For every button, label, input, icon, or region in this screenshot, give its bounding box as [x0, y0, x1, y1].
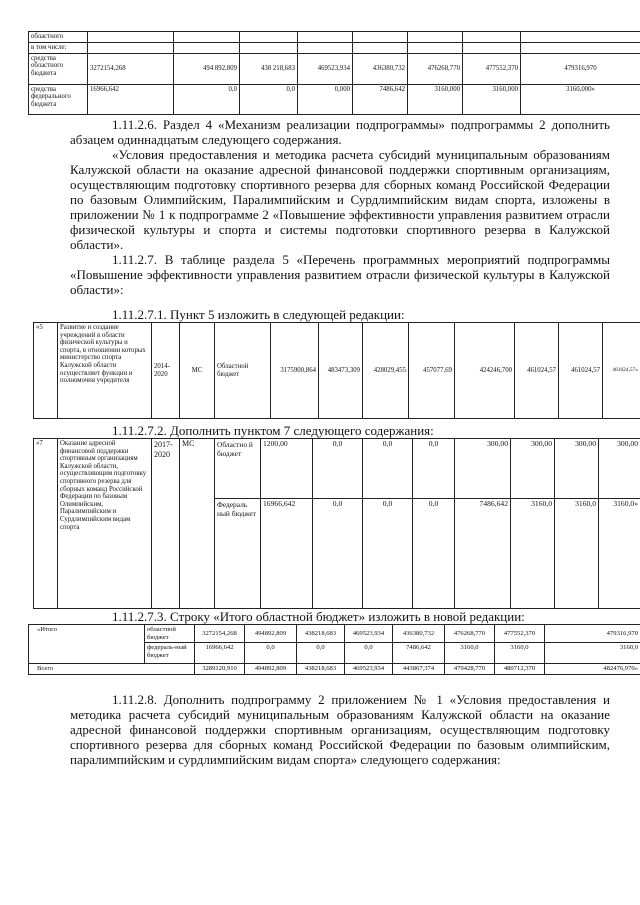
cell: 16966,642 — [261, 499, 313, 609]
cell: 0,0 — [363, 439, 413, 499]
item-period: 2017-2020 — [152, 439, 180, 609]
cell: 494892,809 — [245, 625, 297, 643]
cell: 438218,683 — [297, 625, 345, 643]
cell: 457077,69 — [409, 323, 455, 419]
program-item-7-table — [33, 438, 640, 609]
cell: 7486,642 — [393, 643, 445, 664]
cell: 3160,0» — [599, 499, 640, 609]
item-name: Развитие и создание учреждений в области физической культуры и спорта, в отношении которых министерство спорта Калужской области осуществляет функции и полномочия учредителя — [58, 323, 152, 419]
cell: 1200,00 — [261, 439, 313, 499]
item-executor: МС — [180, 439, 215, 609]
cell: 0,0 — [345, 643, 393, 664]
cell: 461024,57 — [515, 323, 559, 419]
paragraph-1-11-2-6: 1.11.2.6. Раздел 4 «Механизм реализации подпрограммы» подпрограммы 2 дополнить абзацем одиннадцатым следующего содержания. — [70, 117, 610, 147]
item-source: Областной бюджет — [215, 323, 271, 419]
funding-table-continued — [28, 31, 640, 115]
cell: 0,0 — [174, 84, 240, 114]
cell: 3272154,268 — [88, 53, 174, 84]
cell: 300,00 — [599, 439, 640, 499]
cell: 3160,000 — [408, 84, 463, 114]
grand-total-label: Всего — [29, 664, 195, 675]
cell: 0,0 — [363, 499, 413, 609]
cell: 0,0 — [245, 643, 297, 664]
paragraph-1-11-2-7: 1.11.2.7. В таблице раздела 5 «Перечень программных мероприятий подпрограммы «Повышение эффективности управления развитием отрасли физической культуры в Калужской области»: — [70, 252, 610, 297]
cell: 461024,57» — [603, 323, 640, 419]
cell: 3160,000 — [463, 84, 521, 114]
total-source-regional: областной бюджет — [145, 625, 195, 643]
cell: 479316,970 — [545, 625, 640, 643]
heading-1-11-2-7-1: 1.11.2.7.1. Пункт 5 изложить в следующей редакции: — [112, 307, 405, 322]
item-period: 2014-2020 — [152, 323, 180, 419]
cell: 0,0 — [297, 643, 345, 664]
cell: 461024,57 — [559, 323, 603, 419]
cell: 482476,970» — [545, 664, 640, 675]
table-row — [29, 625, 640, 643]
cell: 3160,0 — [445, 643, 495, 664]
total-table — [28, 624, 640, 675]
cell: 3160,000» — [521, 84, 640, 114]
cell: 436380,732 — [393, 625, 445, 643]
cell: 3289120,910 — [195, 664, 245, 675]
item-number: «5 — [34, 323, 58, 419]
table-row — [34, 439, 640, 499]
cell: 438 218,683 — [240, 53, 298, 84]
cell: 7486,642 — [353, 84, 408, 114]
table-row — [29, 32, 640, 43]
cell: 476268,770 — [408, 53, 463, 84]
cell: 3160,0 — [555, 499, 599, 609]
cell: 3272154,268 — [195, 625, 245, 643]
total-label: «Итого — [29, 625, 145, 664]
cell: 428029,455 — [363, 323, 409, 419]
table-row — [29, 43, 640, 54]
row-label: средства федерального бюджета — [29, 84, 88, 114]
cell: 0,0 — [313, 499, 363, 609]
table-row — [29, 664, 640, 675]
cell: 16966,642 — [195, 643, 245, 664]
cell: 480712,370 — [495, 664, 545, 675]
cell: 483473,309 — [319, 323, 363, 419]
cell: 16966,642 — [88, 84, 174, 114]
body-text-block-2 — [70, 692, 610, 767]
cell: 494 892,809 — [174, 53, 240, 84]
cell: 3160,0 — [511, 499, 555, 609]
cell: 0,0 — [313, 439, 363, 499]
cell: 469523,934 — [345, 664, 393, 675]
cell: 443867,374 — [393, 664, 445, 675]
cell: 477552,370 — [495, 625, 545, 643]
item-source-regional: Областно й бюджет — [215, 439, 261, 499]
row-label: областного — [29, 32, 88, 43]
row-label: в том числе: — [29, 43, 88, 54]
program-item-5-table — [33, 322, 640, 419]
cell: 300,00 — [555, 439, 599, 499]
total-source-federal: федераль-ный бюджет — [145, 643, 195, 664]
cell: 300,00 — [455, 439, 511, 499]
paragraph-1-11-2-8: 1.11.2.8. Дополнить подпрограмму 2 приложением № 1 «Условия предоставления и методика расчета субсидий муниципальным образованиям Калужской области на оказание адресной финансовой поддержки спортивным организациям, осуществляющим подготовку спортивного резерва для сборных команд Российской Федерации по базовым олимпийским, паралимпийским и сурдлимпийским видам спорта» следующего содержания: — [70, 692, 610, 767]
cell: 0,0 — [413, 439, 455, 499]
cell: 479428,770 — [445, 664, 495, 675]
cell: 300,00 — [511, 439, 555, 499]
cell: 436380,732 — [353, 53, 408, 84]
body-text-block-1 — [70, 117, 610, 297]
cell: 469523,934 — [298, 53, 353, 84]
cell: 469523,934 — [345, 625, 393, 643]
cell: 7486,642 — [455, 499, 511, 609]
heading-1-11-2-7-3: 1.11.2.7.3. Строку «Итого областной бюджет» изложить в новой редакции: — [112, 609, 525, 624]
item-number: «7 — [34, 439, 58, 609]
row-label: средства областного бюджета — [29, 53, 88, 84]
cell: 476268,770 — [445, 625, 495, 643]
cell: 0,0 — [240, 84, 298, 114]
cell: 479316,970 — [521, 53, 640, 84]
heading-1-11-2-7-2: 1.11.2.7.2. Дополнить пунктом 7 следующего содержания: — [112, 423, 434, 438]
cell: 3160,0 — [545, 643, 640, 664]
item-executor: МС — [180, 323, 215, 419]
cell: 0,0 — [413, 499, 455, 609]
cell: 424246,700 — [455, 323, 515, 419]
table-row — [34, 323, 640, 419]
table-row — [29, 84, 640, 114]
table-row — [29, 53, 640, 84]
cell: 438218,683 — [297, 664, 345, 675]
paragraph-subsidy-conditions: «Условия предоставления и методика расчета субсидий муниципальным образованиям Калужской области на оказание адресной финансовой поддержки спортивным организациям, осуществляющим подготовку спортивного резерва для сборных команд Российской Федерации по базовым Олимпийским, Паралимпийским и Сурдлимпийским видам спорта, изложены в приложении № 1 к подпрограмме 2 «Повышение эффективности управления развитием отрасли физической культуры и спорта и системы подготовки спортивного резерва в Калужской области». — [70, 147, 610, 252]
cell: 477552,370 — [463, 53, 521, 84]
cell: 494892,809 — [245, 664, 297, 675]
cell: 3175900,864 — [271, 323, 319, 419]
item-name: Оказание адресной финансовой поддержки спортивным организациям Калужской области, осуществляющим подготовку спортивного резерва для сборных команд Российской Федерации по базовым Олимпийским, Паралимпийским и Сурдлимпийским видам спорта — [58, 439, 152, 609]
cell: 3160,0 — [495, 643, 545, 664]
cell: 0,000 — [298, 84, 353, 114]
item-source-federal: Федераль ный бюджет — [215, 499, 261, 609]
